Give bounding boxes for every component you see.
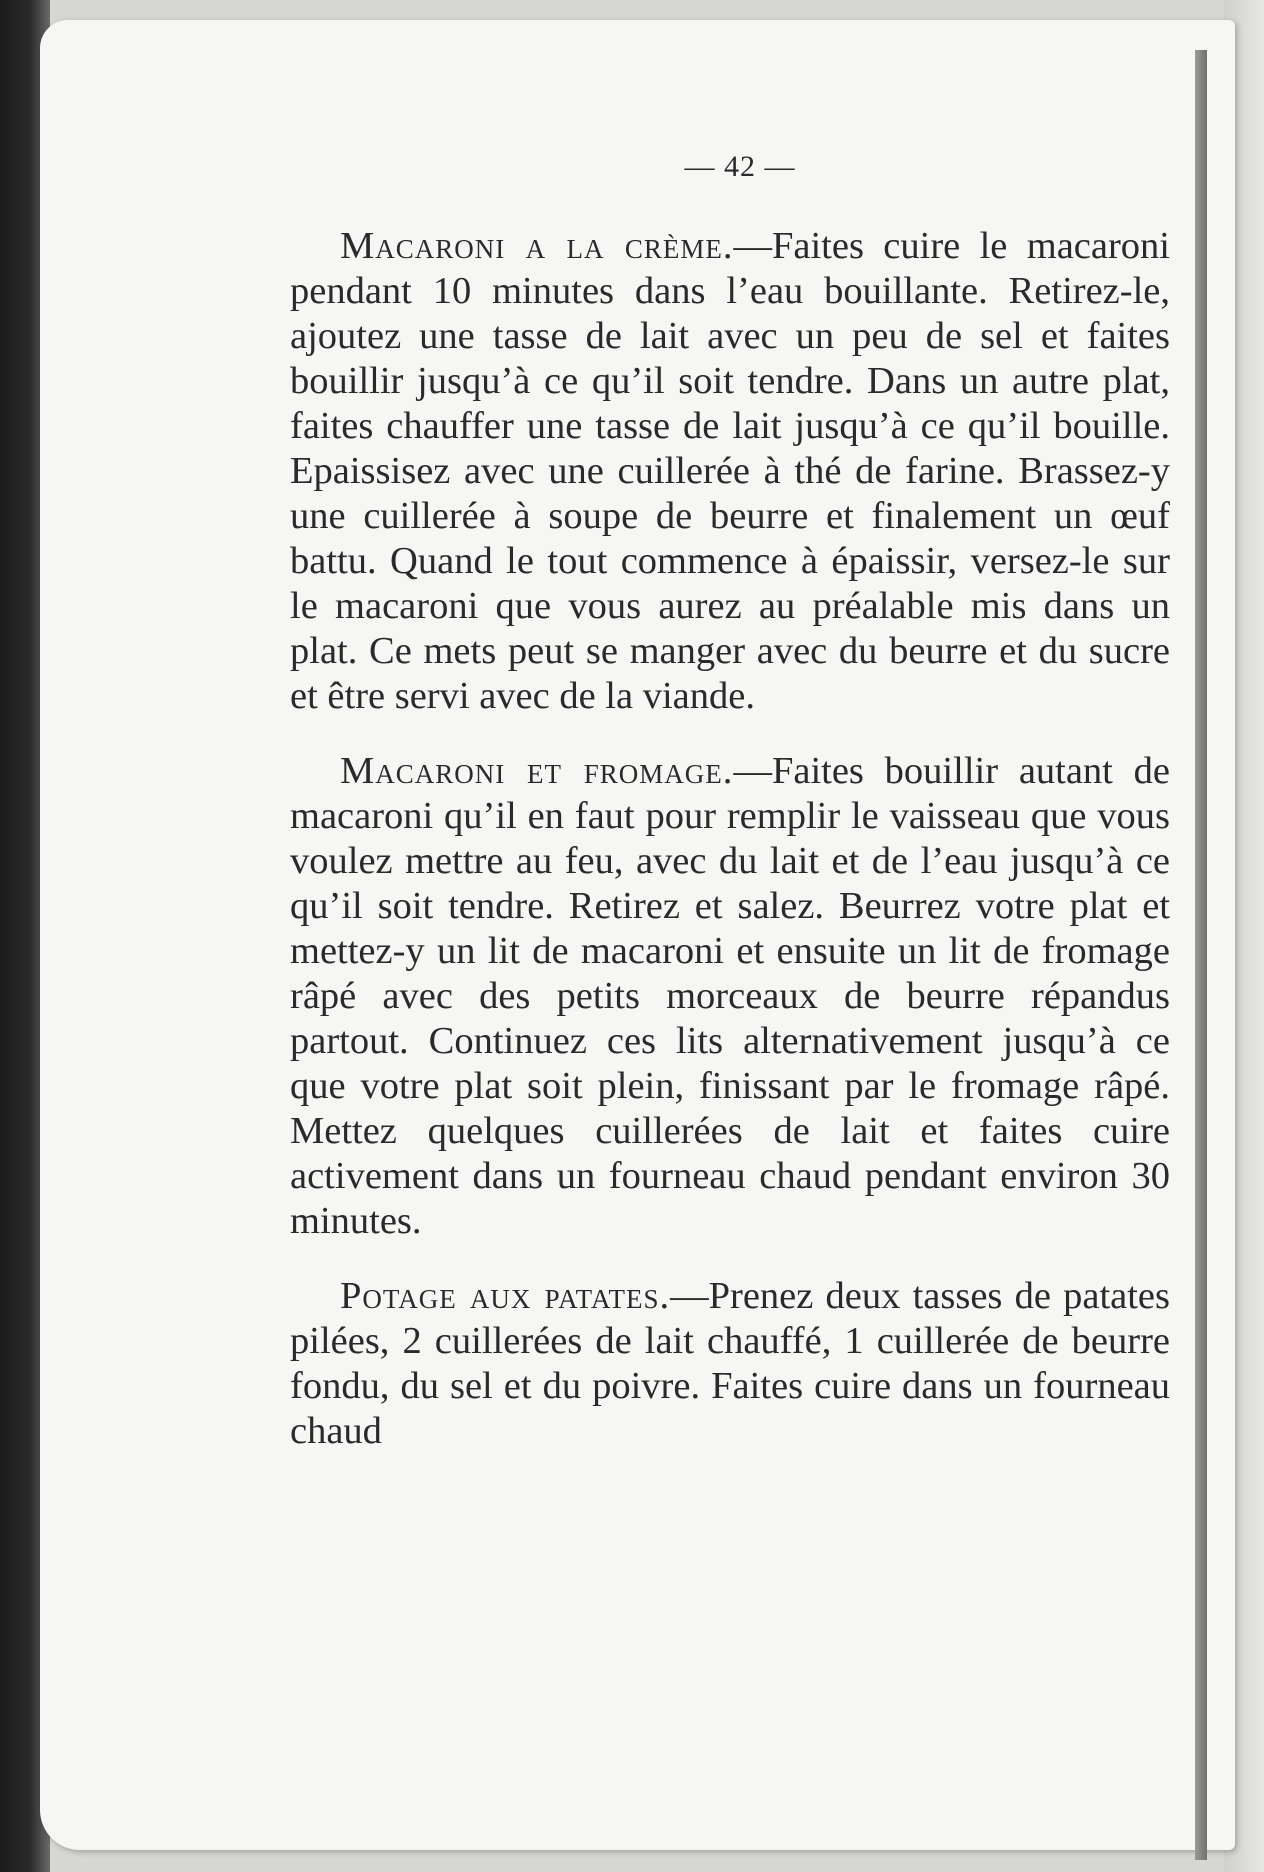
recipe-body: —Faites cuire le macaroni pendant 10 minutes dans l’eau bouillante. Retirez-le, ajoutez une tasse de lait avec un peu de sel et faites bouillir jusqu’à ce qu’il soit tendre. Dans un autre plat, faites chauffer une tasse de lait jusqu’à ce qu’il bouille. Epaissisez avec une cuillerée à thé de farine. Brassez-y une cuillerée à soupe de beurre et finalement un œuf battu. Quand le tout commence à épaissir, versez-le sur le macaroni que vous aurez au préalable mis dans un plat. Ce mets peut se manger avec du beurre et du sucre et être servi avec de la viande. (290, 225, 1170, 717)
recipe-macaroni-fromage (290, 749, 1170, 1244)
page-number: — 42 — (684, 150, 796, 183)
recipe-body: —Faites bouillir autant de macaroni qu’il en faut pour remplir le vaisseau que vous voulez mettre au feu, avec du lait et de l’eau jusqu’à ce qu’il soit tendre. Retirez et salez. Beurrez votre plat et mettez-y un lit de macaroni et ensuite un lit de fromage râpé avec des petits morceaux de beurre répandus partout. Continuez ces lits alternativement jusqu’à ce que votre plat soit plein, finissant par le fromage râpé. Mettez quelques cuillerées de lait et faites cuire activement dans un fourneau chaud pendant environ 30 minutes. (290, 750, 1171, 1242)
page-content (290, 150, 1170, 1484)
recipe-heading: Macaroni et fromage. (340, 750, 734, 792)
recipe-potage-patates (290, 1274, 1170, 1454)
recipe-heading: Macaroni a la crème. (340, 225, 734, 267)
recipe-macaroni-creme (290, 224, 1170, 719)
page-edge-shadow (1195, 50, 1207, 1860)
recipe-heading: Potage aux patates. (340, 1275, 671, 1317)
recipe-body: —Prenez deux tasses de patates pilées, 2 cuillerées de lait chauffé, 1 cuillerée de beurre fondu, du sel et du poivre. Faites cuire dans un fourneau chaud (290, 1275, 1170, 1452)
